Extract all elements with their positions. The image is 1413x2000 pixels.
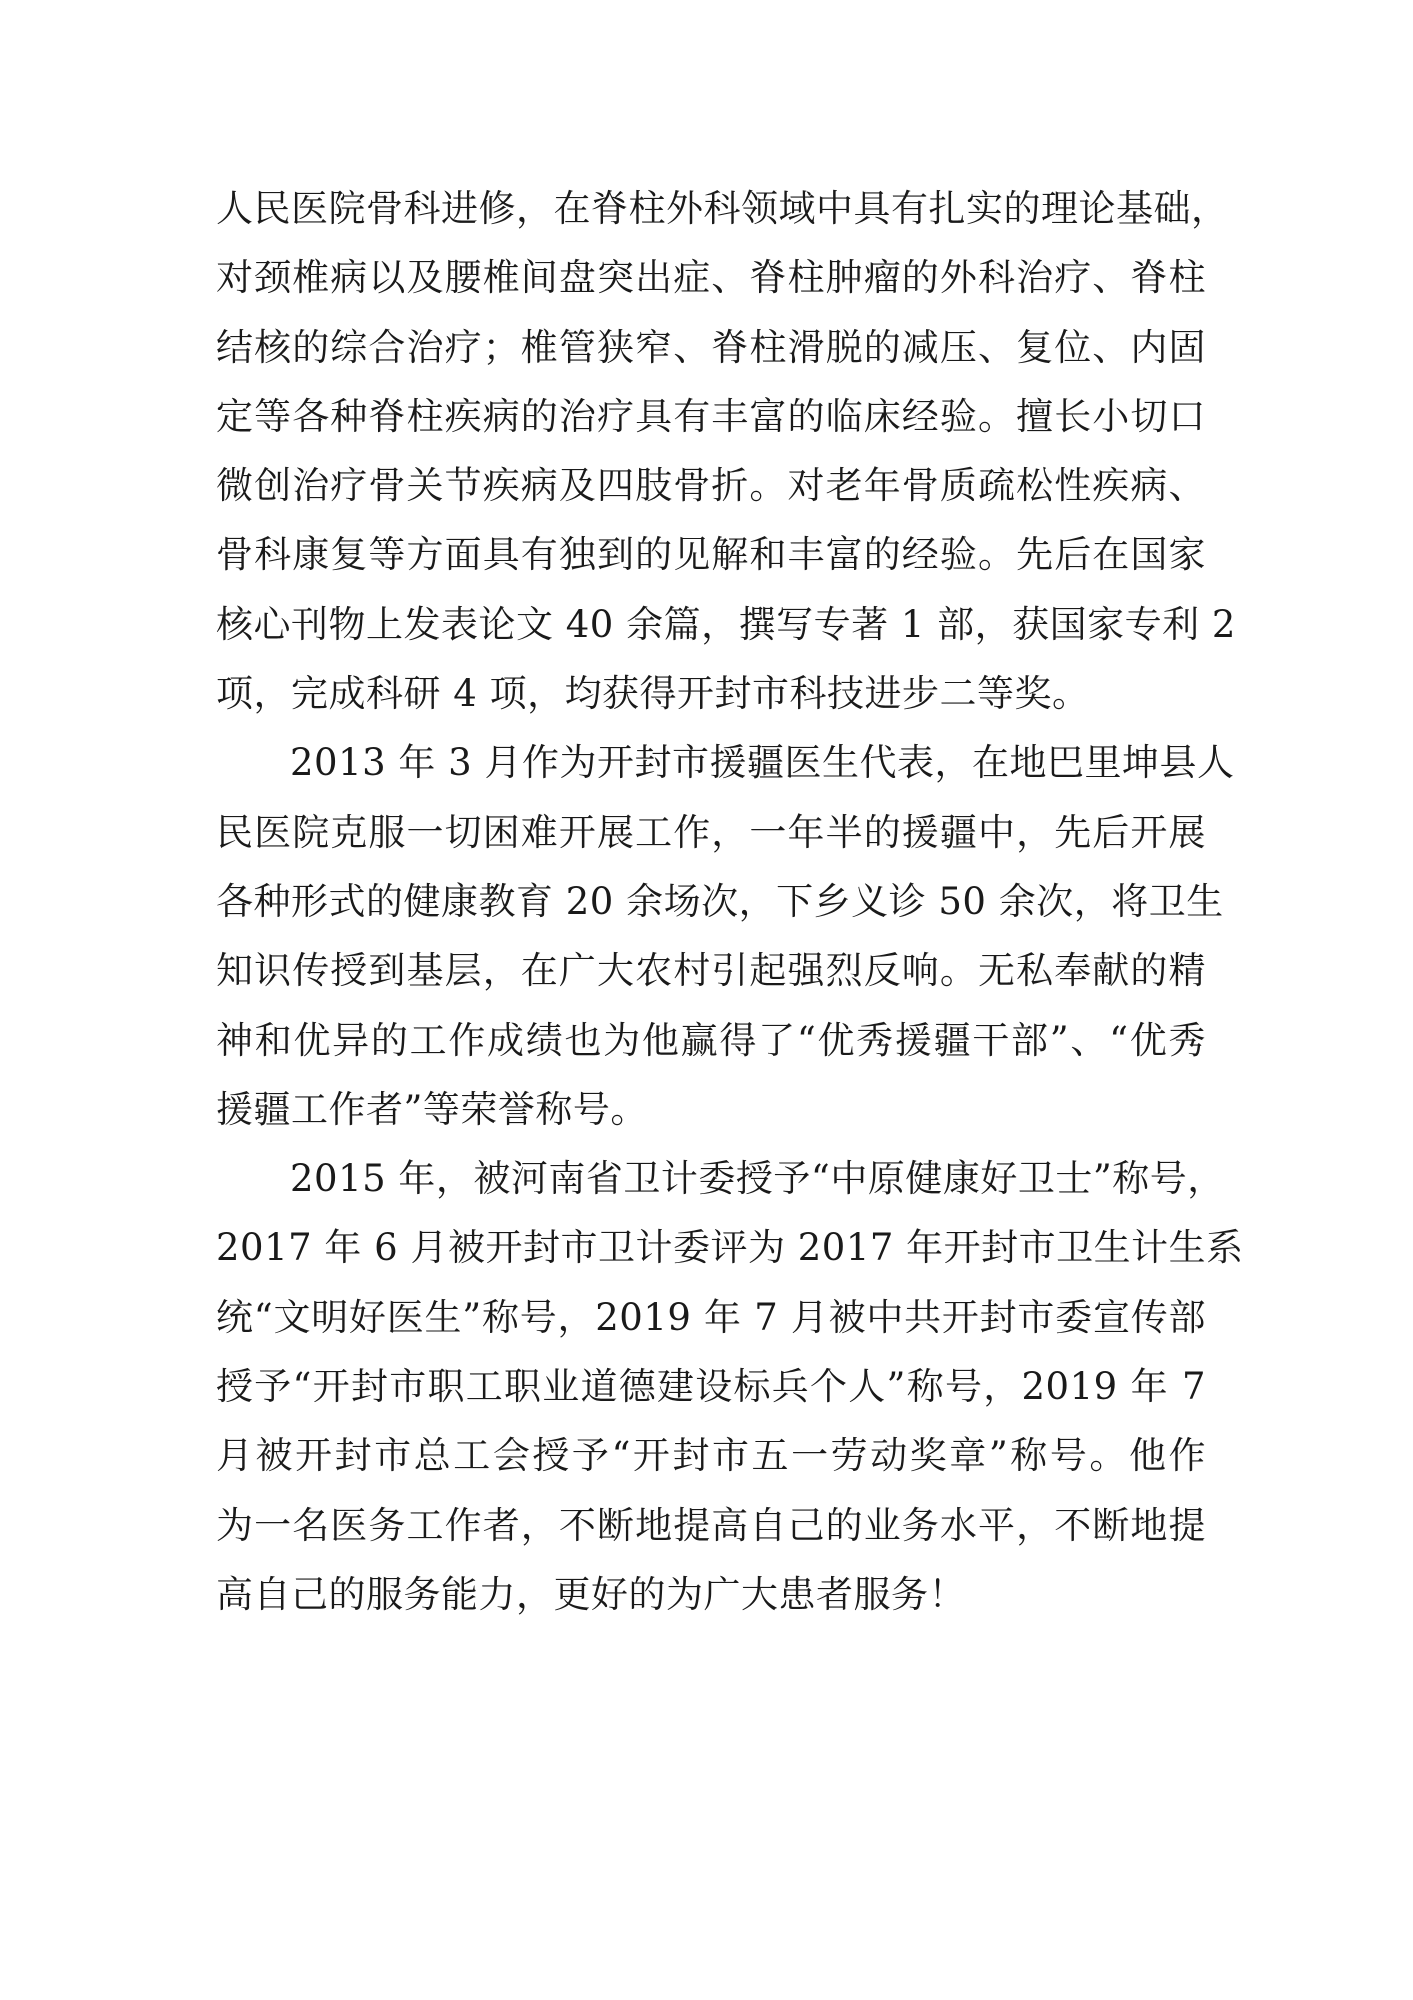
- text-line: 核心刊物上发表论文 40 余篇，撰写专著 1 部，获国家专利 2: [216, 602, 1236, 646]
- text-line: 为一名医务工作者，不断地提高自己的业务水平，不断地提: [216, 1503, 1206, 1547]
- text-line: 高自己的服务能力，更好的为广大患者服务！: [216, 1572, 966, 1616]
- text-line: 各种形式的健康教育 20 余场次，下乡义诊 50 余次，将卫生: [216, 879, 1224, 923]
- text-line: 结核的综合治疗；椎管狭窄、脊柱滑脱的减压、复位、内固: [216, 325, 1206, 369]
- text-line: 2015 年，被河南省卫计委授予“中原健康好卫士”称号，: [290, 1157, 1225, 1201]
- text-line: 微创治疗骨关节疾病及四肢骨折。对老年骨质疏松性疾病、: [216, 464, 1206, 508]
- document-body: [216, 174, 1244, 1629]
- text-line: 2017 年 6 月被开封市卫计委评为 2017 年开封市卫生计生系: [216, 1226, 1244, 1270]
- text-line: 2013 年 3 月作为开封市援疆医生代表，在地巴里坤县人: [290, 741, 1235, 785]
- text-line: 月被开封市总工会授予“开封市五一劳动奖章”称号。他作: [216, 1434, 1206, 1478]
- text-line: 骨科康复等方面具有独到的见解和丰富的经验。先后在国家: [216, 533, 1206, 577]
- text-line: 统“文明好医生”称号，2019 年 7 月被中共开封市委宣传部: [216, 1295, 1206, 1339]
- text-line: 援疆工作者”等荣誉称号。: [216, 1087, 648, 1131]
- text-line: 民医院克服一切困难开展工作，一年半的援疆中，先后开展: [216, 810, 1206, 854]
- text-line: 神和优异的工作成绩也为他赢得了“优秀援疆干部”、“优秀: [216, 1018, 1206, 1062]
- text-line: 项，完成科研 4 项，均获得开封市科技进步二等奖。: [216, 672, 1090, 716]
- text-line: 知识传授到基层，在广大农村引起强烈反响。无私奉献的精: [216, 949, 1206, 993]
- text-line: 人民医院骨科进修，在脊柱外科领域中具有扎实的理论基础，: [216, 187, 1229, 230]
- text-line: 授予“开封市职工职业道德建设标兵个人”称号，2019 年 7: [216, 1365, 1206, 1409]
- text-line: 对颈椎病以及腰椎间盘突出症、脊柱肿瘤的外科治疗、脊柱: [216, 256, 1206, 300]
- paragraph-1: [216, 174, 1236, 728]
- paragraph-3: [216, 1144, 1244, 1629]
- paragraph-2: [216, 728, 1235, 1144]
- text-line: 定等各种脊柱疾病的治疗具有丰富的临床经验。擅长小切口: [216, 394, 1206, 438]
